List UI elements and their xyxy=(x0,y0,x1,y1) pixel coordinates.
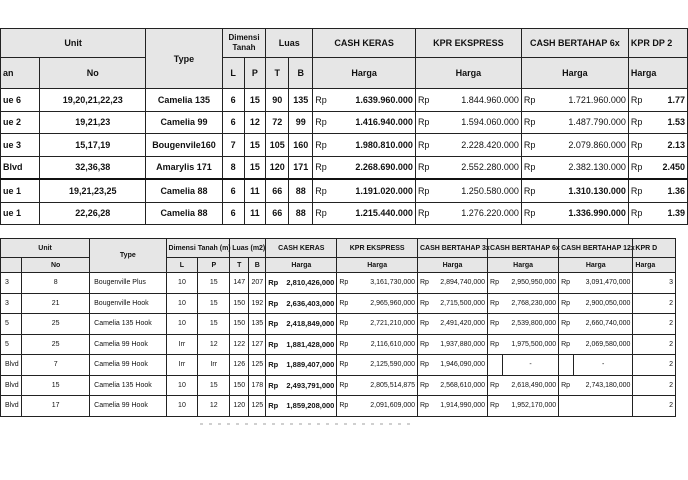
no-header: No xyxy=(40,58,146,89)
currency-label: Rp xyxy=(313,202,337,225)
kpr-ekspress-price: 2,091,609,000 xyxy=(352,396,418,417)
cash-keras-header-2: CASH KERAS xyxy=(266,239,337,258)
currency-label: Rp xyxy=(313,156,337,179)
cash-keras-price: 2,493,791,000 xyxy=(281,375,337,396)
luas-b-cell: 192 xyxy=(249,293,266,314)
jalan-cell: ue 6 xyxy=(1,89,40,112)
unit-no-cell: 21 xyxy=(22,293,90,314)
currency-label: Rp xyxy=(628,179,654,202)
cash-bertahap-6x-header-2: CASH BERTAHAP 6x xyxy=(488,239,559,258)
p-header: P xyxy=(244,58,266,89)
kpr-dp-price: 2 xyxy=(633,375,676,396)
cash-bertahap-price: 1.721.960.000 xyxy=(545,89,628,112)
kpr-dp-price: 2 xyxy=(633,314,676,335)
currency-label: Rp xyxy=(337,355,352,376)
harga-header-bertahap: Harga xyxy=(521,58,628,89)
type-cell: Camelia 99 xyxy=(146,111,222,134)
kpr-ekspress-price: 1.844.960.000 xyxy=(439,89,521,112)
currency-label: Rp xyxy=(415,111,439,134)
kpr-ekspress-price: 2.228.420.000 xyxy=(439,134,521,157)
dim-p-cell: 15 xyxy=(198,375,230,396)
table1-row xyxy=(1,179,688,202)
jalan-cell: Blvd xyxy=(1,355,22,376)
kpr-dp-price: 2.13 xyxy=(655,134,688,157)
cash-bertahap-price: 2.079.860.000 xyxy=(545,134,628,157)
kpr-ekspress-price: 2,805,514,875 xyxy=(352,375,418,396)
currency-label: Rp xyxy=(418,293,433,314)
luas-b-cell: 135 xyxy=(289,89,313,112)
kpr-dp-header-2: KPR D xyxy=(633,239,676,258)
currency-label xyxy=(559,396,574,417)
dim-l-cell: Irr xyxy=(166,334,198,355)
currency-label: Rp xyxy=(628,156,654,179)
luas-t-cell: 120 xyxy=(230,396,249,417)
luas-t-cell: 150 xyxy=(230,314,249,335)
cash-keras-header: CASH KERAS xyxy=(313,29,416,58)
jalan-cell: 5 xyxy=(1,314,22,335)
dim-l-cell: 10 xyxy=(166,314,198,335)
unit-no-cell: 17 xyxy=(22,396,90,417)
cash-bertahap-6x-price: - xyxy=(502,355,558,376)
currency-label: Rp xyxy=(488,293,503,314)
kpr-ekspress-price: 2,965,960,000 xyxy=(352,293,418,314)
dim-p-cell: Irr xyxy=(198,355,230,376)
unit-header-2: Unit xyxy=(1,239,90,258)
luas-t-cell: 66 xyxy=(266,179,289,202)
table2-row xyxy=(1,314,676,335)
kpr-ekspress-price: 3,161,730,000 xyxy=(352,273,418,294)
type-cell: Camelia 88 xyxy=(146,179,222,202)
type-header: Type xyxy=(146,29,222,89)
harga-header-b3: Harga xyxy=(418,258,488,273)
currency-label: Rp xyxy=(266,355,281,376)
kpr-ekspress-header-2: KPR EKSPRESS xyxy=(337,239,418,258)
cash-bertahap-3x-price: 1,946,090,000 xyxy=(432,355,487,376)
cash-bertahap-price: 1.336.990.000 xyxy=(545,202,628,225)
luas-b-cell: 160 xyxy=(289,134,313,157)
type-cell: Camelia 99 Hook xyxy=(90,355,166,376)
cash-bertahap-12x-price: 2,743,180,000 xyxy=(573,375,632,396)
dim-p-cell: 12 xyxy=(244,111,266,134)
cash-keras-price: 1.215.440.000 xyxy=(337,202,416,225)
currency-label: Rp xyxy=(521,134,545,157)
table1-row xyxy=(1,156,688,179)
currency-label: Rp xyxy=(488,375,503,396)
currency-label: Rp xyxy=(313,179,337,202)
cash-keras-price: 1.639.960.000 xyxy=(337,89,416,112)
harga-header-b12: Harga xyxy=(559,258,633,273)
kpr-dp-price: 1.53 xyxy=(655,111,688,134)
currency-label: Rp xyxy=(628,89,654,112)
currency-label: Rp xyxy=(313,111,337,134)
luas-b-cell: 207 xyxy=(249,273,266,294)
currency-label: Rp xyxy=(266,375,281,396)
luas-t-cell: 120 xyxy=(266,156,289,179)
dimensi-tanah-header: Dimensi Tanah xyxy=(222,29,266,58)
kpr-dp-price: 1.77 xyxy=(655,89,688,112)
dim-p-cell: 12 xyxy=(198,334,230,355)
cash-bertahap-6x-price: 2,768,230,000 xyxy=(502,293,558,314)
currency-label: Rp xyxy=(418,314,433,335)
currency-label: Rp xyxy=(266,314,281,335)
currency-label: Rp xyxy=(488,314,503,335)
unit-no-cell: 25 xyxy=(22,334,90,355)
dim-l-cell: 10 xyxy=(166,375,198,396)
dim-p-cell: 15 xyxy=(198,314,230,335)
cash-keras-price: 2,418,849,000 xyxy=(281,314,337,335)
cash-bertahap-3x-price: 1,914,990,000 xyxy=(432,396,487,417)
kpr-ekspress-price: 1.276.220.000 xyxy=(439,202,521,225)
type-header-2: Type xyxy=(90,239,166,273)
dim-l-cell: 6 xyxy=(222,179,244,202)
luas-b-cell: 127 xyxy=(249,334,266,355)
currency-label xyxy=(559,355,574,376)
luas-b-cell: 171 xyxy=(289,156,313,179)
luas-t-cell: 66 xyxy=(266,202,289,225)
currency-label: Rp xyxy=(337,314,352,335)
cash-keras-price: 1.980.810.000 xyxy=(337,134,416,157)
jalan-header: an xyxy=(1,58,40,89)
currency-label xyxy=(488,355,503,376)
cash-bertahap-6x-price: 2,618,490,000 xyxy=(502,375,558,396)
unit-no-cell: 19,20,21,22,23 xyxy=(40,89,146,112)
kpr-ekspress-price: 1.250.580.000 xyxy=(439,179,521,202)
luas-b-cell: 125 xyxy=(249,396,266,417)
dim-p-cell: 11 xyxy=(244,202,266,225)
harga-header-dp-2: Harga xyxy=(633,258,676,273)
cash-keras-price: 1,881,428,000 xyxy=(281,334,337,355)
unit-no-cell: 25 xyxy=(22,314,90,335)
b-header-2: B xyxy=(249,258,266,273)
luas-t-cell: 126 xyxy=(230,355,249,376)
cash-bertahap-6x-price: 1,975,500,000 xyxy=(502,334,558,355)
unit-no-cell: 15,17,19 xyxy=(40,134,146,157)
luas-header: Luas xyxy=(266,29,313,58)
cash-bertahap-6x-header: CASH BERTAHAP 6x xyxy=(521,29,628,58)
table2-header-row-1 xyxy=(1,239,676,258)
currency-label: Rp xyxy=(488,273,503,294)
luas-b-cell: 88 xyxy=(289,202,313,225)
cash-keras-price: 1,859,208,000 xyxy=(281,396,337,417)
cash-bertahap-3x-price: 2,715,500,000 xyxy=(432,293,487,314)
jalan-cell: 5 xyxy=(1,334,22,355)
currency-label: Rp xyxy=(415,89,439,112)
currency-label: Rp xyxy=(418,334,433,355)
dim-l-cell: 6 xyxy=(222,111,244,134)
type-cell: Camelia 99 Hook xyxy=(90,334,166,355)
kpr-dp-price: 2 xyxy=(633,355,676,376)
unit-no-cell: 8 xyxy=(22,273,90,294)
table2-row xyxy=(1,396,676,417)
currency-label: Rp xyxy=(266,293,281,314)
harga-header-cash: Harga xyxy=(313,58,416,89)
table2-row xyxy=(1,375,676,396)
cash-keras-price: 2,810,426,000 xyxy=(281,273,337,294)
b-header: B xyxy=(289,58,313,89)
kpr-dp-price: 2 xyxy=(633,293,676,314)
type-cell: Amarylis 171 xyxy=(146,156,222,179)
jalan-header-2 xyxy=(1,258,22,273)
currency-label: Rp xyxy=(628,202,654,225)
luas-t-cell: 150 xyxy=(230,375,249,396)
dim-p-cell: 15 xyxy=(198,273,230,294)
currency-label: Rp xyxy=(313,134,337,157)
cash-bertahap-price: 2.382.130.000 xyxy=(545,156,628,179)
cash-bertahap-12x-price: 3,091,470,000 xyxy=(573,273,632,294)
type-cell: Camelia 88 xyxy=(146,202,222,225)
price-table-2 xyxy=(0,238,676,417)
jalan-cell: Blvd xyxy=(1,375,22,396)
kpr-dp-price: 2.450 xyxy=(655,156,688,179)
kpr-ekspress-price: 2,721,210,000 xyxy=(352,314,418,335)
jalan-cell: 3 xyxy=(1,273,22,294)
dim-p-cell: 15 xyxy=(244,134,266,157)
currency-label: Rp xyxy=(521,111,545,134)
jalan-cell: ue 2 xyxy=(1,111,40,134)
kpr-dp-header: KPR DP 2 xyxy=(628,29,687,58)
luas-t-cell: 72 xyxy=(266,111,289,134)
dim-l-cell: 8 xyxy=(222,156,244,179)
type-cell: Camelia 135 xyxy=(146,89,222,112)
currency-label: Rp xyxy=(337,273,352,294)
kpr-ekspress-header: KPR EKSPRESS xyxy=(415,29,521,58)
harga-header-kpr: Harga xyxy=(415,58,521,89)
harga-header-b6: Harga xyxy=(488,258,559,273)
currency-label: Rp xyxy=(488,396,503,417)
dim-p-cell: 15 xyxy=(244,156,266,179)
currency-label: Rp xyxy=(415,134,439,157)
kpr-dp-price: 1.36 xyxy=(655,179,688,202)
table1-row xyxy=(1,202,688,225)
currency-label: Rp xyxy=(628,111,654,134)
type-cell: Bougenville Plus xyxy=(90,273,166,294)
currency-label: Rp xyxy=(559,273,574,294)
cash-bertahap-price: 1.310.130.000 xyxy=(545,179,628,202)
kpr-dp-price: 1.39 xyxy=(655,202,688,225)
luas-b-cell: 99 xyxy=(289,111,313,134)
p-header-2: P xyxy=(198,258,230,273)
dim-p-cell: 12 xyxy=(198,396,230,417)
luas-t-cell: 122 xyxy=(230,334,249,355)
kpr-dp-price: 2 xyxy=(633,396,676,417)
table1-row xyxy=(1,111,688,134)
cash-keras-price: 2,636,403,000 xyxy=(281,293,337,314)
dim-l-cell: 6 xyxy=(222,89,244,112)
currency-label: Rp xyxy=(521,156,545,179)
currency-label: Rp xyxy=(488,334,503,355)
type-cell: Bougenville Hook xyxy=(90,293,166,314)
type-cell: Camelia 135 Hook xyxy=(90,375,166,396)
kpr-dp-price: 2 xyxy=(633,334,676,355)
table1-header-row-2 xyxy=(1,58,688,89)
currency-label: Rp xyxy=(559,293,574,314)
type-cell: Camelia 99 Hook xyxy=(90,396,166,417)
cash-bertahap-12x-price: 2,660,740,000 xyxy=(573,314,632,335)
cash-bertahap-6x-price: 2,539,800,000 xyxy=(502,314,558,335)
currency-label: Rp xyxy=(521,89,545,112)
cash-bertahap-12x-price: - xyxy=(573,355,632,376)
table2-row xyxy=(1,273,676,294)
luas-t-cell: 147 xyxy=(230,273,249,294)
dim-l-cell: 7 xyxy=(222,134,244,157)
harga-header-cash-2: Harga xyxy=(266,258,337,273)
currency-label: Rp xyxy=(628,134,654,157)
l-header-2: L xyxy=(166,258,198,273)
luas-t-cell: 105 xyxy=(266,134,289,157)
luas-b-cell: 135 xyxy=(249,314,266,335)
jalan-cell: ue 1 xyxy=(1,179,40,202)
unit-no-cell: 22,26,28 xyxy=(40,202,146,225)
scan-artifact xyxy=(200,423,410,425)
cash-bertahap-12x-header: CASH BERTAHAP 12x xyxy=(559,239,633,258)
currency-label: Rp xyxy=(415,156,439,179)
cash-keras-price: 2.268.690.000 xyxy=(337,156,416,179)
currency-label: Rp xyxy=(418,396,433,417)
cash-bertahap-3x-price: 1,937,880,000 xyxy=(432,334,487,355)
kpr-ekspress-price: 2.552.280.000 xyxy=(439,156,521,179)
table1-row xyxy=(1,134,688,157)
dim-p-cell: 11 xyxy=(244,179,266,202)
no-header-2: No xyxy=(22,258,90,273)
luas-t-cell: 150 xyxy=(230,293,249,314)
currency-label: Rp xyxy=(415,179,439,202)
unit-no-cell: 19,21,23 xyxy=(40,111,146,134)
dim-l-cell: 10 xyxy=(166,293,198,314)
price-table-1 xyxy=(0,28,688,225)
harga-header-dp: Harga xyxy=(628,58,687,89)
jalan-cell: Blvd xyxy=(1,156,40,179)
currency-label: Rp xyxy=(337,334,352,355)
l-header: L xyxy=(222,58,244,89)
cash-bertahap-3x-header: CASH BERTAHAP 3x xyxy=(418,239,488,258)
currency-label: Rp xyxy=(418,375,433,396)
currency-label: Rp xyxy=(415,202,439,225)
currency-label: Rp xyxy=(521,179,545,202)
cash-bertahap-12x-price: 2,900,050,000 xyxy=(573,293,632,314)
dim-l-cell: 6 xyxy=(222,202,244,225)
unit-no-cell: 7 xyxy=(22,355,90,376)
currency-label: Rp xyxy=(559,334,574,355)
table2-row xyxy=(1,293,676,314)
unit-header: Unit xyxy=(1,29,146,58)
currency-label: Rp xyxy=(521,202,545,225)
cash-bertahap-6x-price: 1,952,170,000 xyxy=(502,396,558,417)
currency-label: Rp xyxy=(559,314,574,335)
cash-keras-price: 1.416.940.000 xyxy=(337,111,416,134)
jalan-cell: ue 1 xyxy=(1,202,40,225)
dim-p-cell: 15 xyxy=(244,89,266,112)
cash-bertahap-12x-price xyxy=(573,396,632,417)
dim-l-cell: 10 xyxy=(166,273,198,294)
luas-t-cell: 90 xyxy=(266,89,289,112)
cash-bertahap-3x-price: 2,568,610,000 xyxy=(432,375,487,396)
table2-row xyxy=(1,355,676,376)
luas-header-2: Luas (m2) xyxy=(230,239,266,258)
harga-header-kpr-2: Harga xyxy=(337,258,418,273)
cash-bertahap-3x-price: 2,491,420,000 xyxy=(432,314,487,335)
jalan-cell: ue 3 xyxy=(1,134,40,157)
dimensi-tanah-header-2: Dimensi Tanah (m) xyxy=(166,239,230,258)
currency-label: Rp xyxy=(337,293,352,314)
kpr-ekspress-price: 1.594.060.000 xyxy=(439,111,521,134)
currency-label: Rp xyxy=(337,375,352,396)
luas-b-cell: 125 xyxy=(249,355,266,376)
currency-label: Rp xyxy=(337,396,352,417)
cash-bertahap-12x-price: 2,069,580,000 xyxy=(573,334,632,355)
type-cell: Bougenvile160 xyxy=(146,134,222,157)
currency-label: Rp xyxy=(313,89,337,112)
cash-bertahap-6x-price: 2,950,950,000 xyxy=(502,273,558,294)
table2-row xyxy=(1,334,676,355)
cash-bertahap-price: 1.487.790.000 xyxy=(545,111,628,134)
luas-b-cell: 178 xyxy=(249,375,266,396)
currency-label: Rp xyxy=(266,334,281,355)
currency-label: Rp xyxy=(266,396,281,417)
currency-label: Rp xyxy=(418,355,433,376)
jalan-cell: 3 xyxy=(1,293,22,314)
unit-no-cell: 15 xyxy=(22,375,90,396)
type-cell: Camelia 135 Hook xyxy=(90,314,166,335)
kpr-ekspress-price: 2,125,590,000 xyxy=(352,355,418,376)
cash-bertahap-3x-price: 2,894,740,000 xyxy=(432,273,487,294)
t-header: T xyxy=(266,58,289,89)
dim-l-cell: 10 xyxy=(166,396,198,417)
currency-label: Rp xyxy=(559,375,574,396)
table1-row xyxy=(1,89,688,112)
dim-l-cell: Irr xyxy=(166,355,198,376)
luas-b-cell: 88 xyxy=(289,179,313,202)
kpr-ekspress-price: 2,116,610,000 xyxy=(352,334,418,355)
t-header-2: T xyxy=(230,258,249,273)
currency-label: Rp xyxy=(418,273,433,294)
kpr-dp-price: 3 xyxy=(633,273,676,294)
jalan-cell: Blvd xyxy=(1,396,22,417)
currency-label: Rp xyxy=(266,273,281,294)
unit-no-cell: 19,21,23,25 xyxy=(40,179,146,202)
dim-p-cell: 15 xyxy=(198,293,230,314)
table1-header-row-1 xyxy=(1,29,688,58)
cash-keras-price: 1,889,407,000 xyxy=(281,355,337,376)
unit-no-cell: 32,36,38 xyxy=(40,156,146,179)
cash-keras-price: 1.191.020.000 xyxy=(337,179,416,202)
